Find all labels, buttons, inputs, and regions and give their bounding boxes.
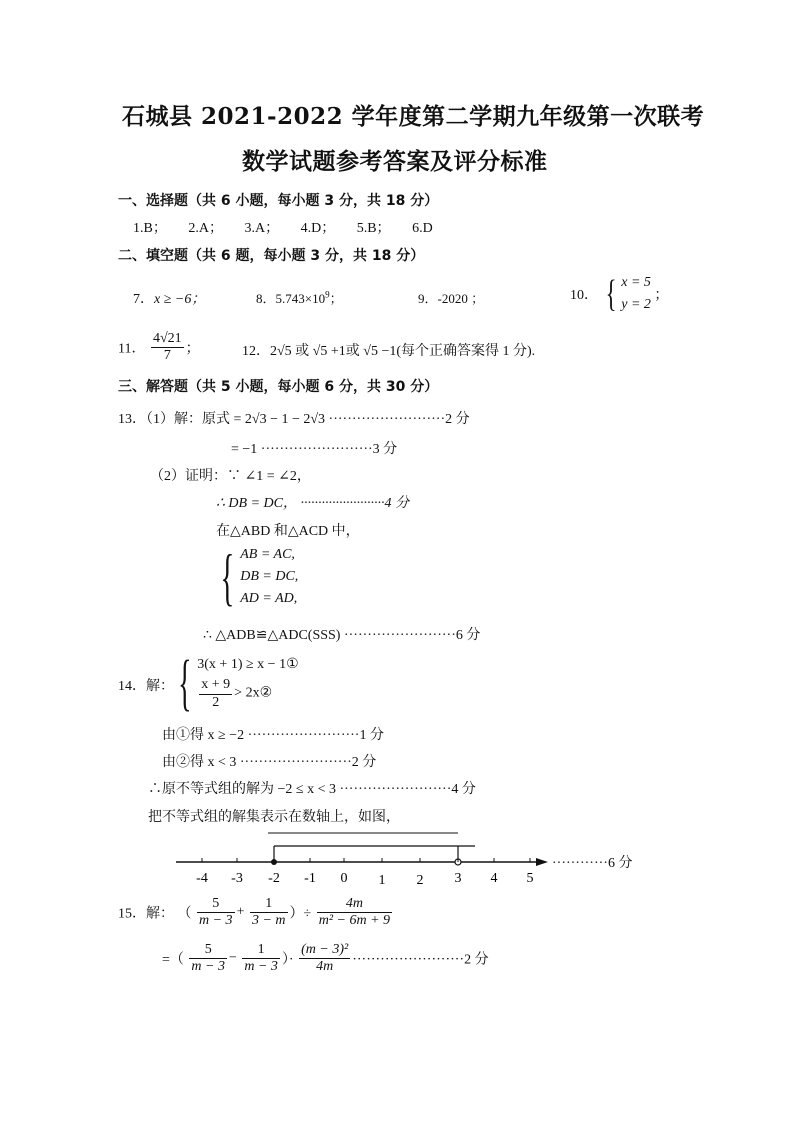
choice-answers [133, 217, 433, 237]
answer-9 [418, 288, 484, 307]
q14-fraction-numerator: x + 9 [199, 677, 232, 694]
q15-line-2: =（ $\frac{5}{m - 3}$ − $\frac{1}{m - 3}$ ）· $\frac{\text{(m − 3)²}}{4m}$ ························2 分 [162, 942, 489, 975]
answer-8-end: ； [329, 291, 343, 306]
choice-5: 5.B； [356, 221, 391, 236]
tick-label-4: 4 [490, 871, 498, 886]
tick-label-3: 3 [454, 871, 462, 886]
number-line-score: ············6 分 [552, 856, 633, 871]
choice-3: 3.A； [244, 221, 280, 236]
tick-label-0: 0 [340, 871, 348, 886]
q15-score: ························2 分 [352, 952, 489, 968]
title-line-2: 数学试题参考答案及评分标准 [242, 148, 548, 175]
q14-fraction-denominator: 2 [212, 694, 220, 710]
q15-frac-f-num: (m − 3)² [299, 942, 350, 959]
section-3-heading: 三、解答题（共 5 小题，每小题 6 分，共 30 分） [118, 379, 439, 395]
choice-6: 6.D [412, 221, 433, 236]
answer-7 [133, 288, 205, 308]
answer-11 [118, 331, 200, 364]
q15-frac-a-den: m − 3 [199, 913, 233, 929]
q15-frac-a-num: 5 [197, 896, 235, 913]
q14-line-1: 由①得 x ≥ −2 ························1 分 [162, 728, 384, 743]
number-line-figure [170, 828, 730, 888]
tick-label-1: 1 [378, 873, 386, 888]
q14-system [170, 649, 299, 717]
answer-9-text: -2020 ； [437, 291, 485, 306]
answer-11-end: ； [185, 341, 200, 357]
tick-label-minus-4: -4 [196, 871, 208, 886]
q14-line-3: ∴原不等式组的解为 −2 ≤ x < 3 ························4 分 [148, 782, 476, 797]
q15-frac-e-num: 1 [242, 942, 280, 959]
q15-frac-e-den: m − 3 [244, 959, 278, 975]
q15-line-1: 15．解： （ $\frac{5}{m - 3}$ + $\frac{1}{3 - m}$ ）÷ $\frac{4m}{\text{m² − 6m + 9}}$ [118, 896, 391, 929]
q13-brace: { [220, 541, 235, 612]
q15-frac-a [197, 896, 235, 929]
answer-12-number: 12． [242, 344, 270, 359]
answer-9-number: 9． [418, 291, 438, 306]
q15-frac-c [317, 896, 392, 929]
answer-11-fraction [151, 331, 184, 364]
tick-label-5: 5 [526, 871, 534, 886]
number-line-arrow [536, 858, 548, 866]
answer-8 [256, 288, 343, 307]
answer-10 [570, 272, 668, 316]
answer-11-number: 11． [118, 341, 146, 357]
choice-1: 1.B； [133, 221, 167, 236]
choice-2: 2.A； [188, 221, 223, 236]
q13-system [212, 541, 299, 612]
q15-frac-b [250, 896, 288, 929]
q13-line-2: = −1 ························3 分 [231, 442, 398, 457]
tick-label-minus-2: -2 [268, 871, 280, 886]
q13-line-6: ∴ △ADB≌△ADC(SSS) ························6 分 [203, 628, 481, 643]
q14-brace: { [178, 649, 192, 717]
answer-10-line-1: x = 5 [621, 275, 651, 290]
answer-10-line-2: y = 2 [621, 297, 651, 312]
q14-line-2: 由②得 x < 3 ························2 分 [162, 755, 377, 770]
q15-frac-c-den: m² − 6m + 9 [318, 913, 391, 929]
answer-8-number: 8． [256, 291, 276, 306]
q13-line-5: 在△ABD 和△ACD 中， [216, 524, 360, 539]
answer-7-text: x ≥ −6； [154, 292, 206, 307]
q14-line-4: 把不等式组的解集表示在数轴上，如图， [148, 810, 400, 825]
q15-frac-d-num: 5 [189, 942, 227, 959]
q15-frac-b-num: 1 [250, 896, 288, 913]
answer-10-end: ； [654, 288, 669, 303]
q13-line-4: ∴ DB = DC， ························4 分 [216, 496, 409, 511]
q15-frac-b-den: 3 − m [251, 913, 286, 929]
q14-fraction [199, 677, 232, 710]
q15-frac-e [242, 942, 280, 975]
answer-11-numerator: 4√21 [151, 331, 184, 348]
q14-inequality-1: 3(x + 1) ≥ x − 1① [197, 657, 299, 673]
q15-label: 15．解： [118, 906, 174, 922]
q13-system-line-3: AD = AD, [240, 591, 298, 606]
answer-12-text: 2√5 或 √5 +1或 √5 −1(每个正确答案得 1 分). [270, 344, 536, 359]
q13-line-3: （2）证明：∵ ∠1 = ∠2， [150, 469, 311, 484]
q15-frac-d [189, 942, 227, 975]
answer-11-denominator: 7 [163, 348, 171, 364]
q13-line-1: 13．（1）解：原式 = 2√3 − 1 − 2√3 ·························2 分 [118, 412, 470, 427]
answer-10-number: 10． [570, 288, 598, 303]
q13-system-line-1: AB = AC, [240, 547, 295, 562]
section-1-heading: 一、选择题（共 6 小题，每小题 3 分，共 18 分） [118, 193, 439, 209]
tick-label-minus-1: -1 [304, 871, 316, 886]
q14-inequality-2-rest: > 2x② [234, 686, 273, 701]
answer-10-brace: { [605, 273, 617, 315]
q14-label: 14．解： [118, 679, 174, 694]
section-2-heading: 二、填空题（共 6 题，每小题 3 分，共 18 分） [118, 248, 425, 264]
answer-8-exponent: 9 [325, 289, 330, 300]
tick-label-minus-3: -3 [231, 871, 243, 886]
answer-8-text: 5.743×10 [275, 291, 326, 306]
q15-frac-c-num: 4m [317, 896, 392, 913]
tick-label-2: 2 [416, 873, 424, 888]
q15-frac-d-den: m − 3 [191, 959, 225, 975]
q15-frac-f [299, 942, 350, 975]
title-line-1: 石城县 2021-2022 学年度第二学期九年级第一次联考 [122, 103, 705, 130]
answer-7-number: 7． [133, 292, 154, 307]
q15-frac-f-den: 4m [316, 959, 334, 975]
answer-12 [242, 340, 535, 360]
q13-system-line-2: DB = DC, [240, 569, 299, 584]
choice-4: 4.D； [300, 221, 336, 236]
